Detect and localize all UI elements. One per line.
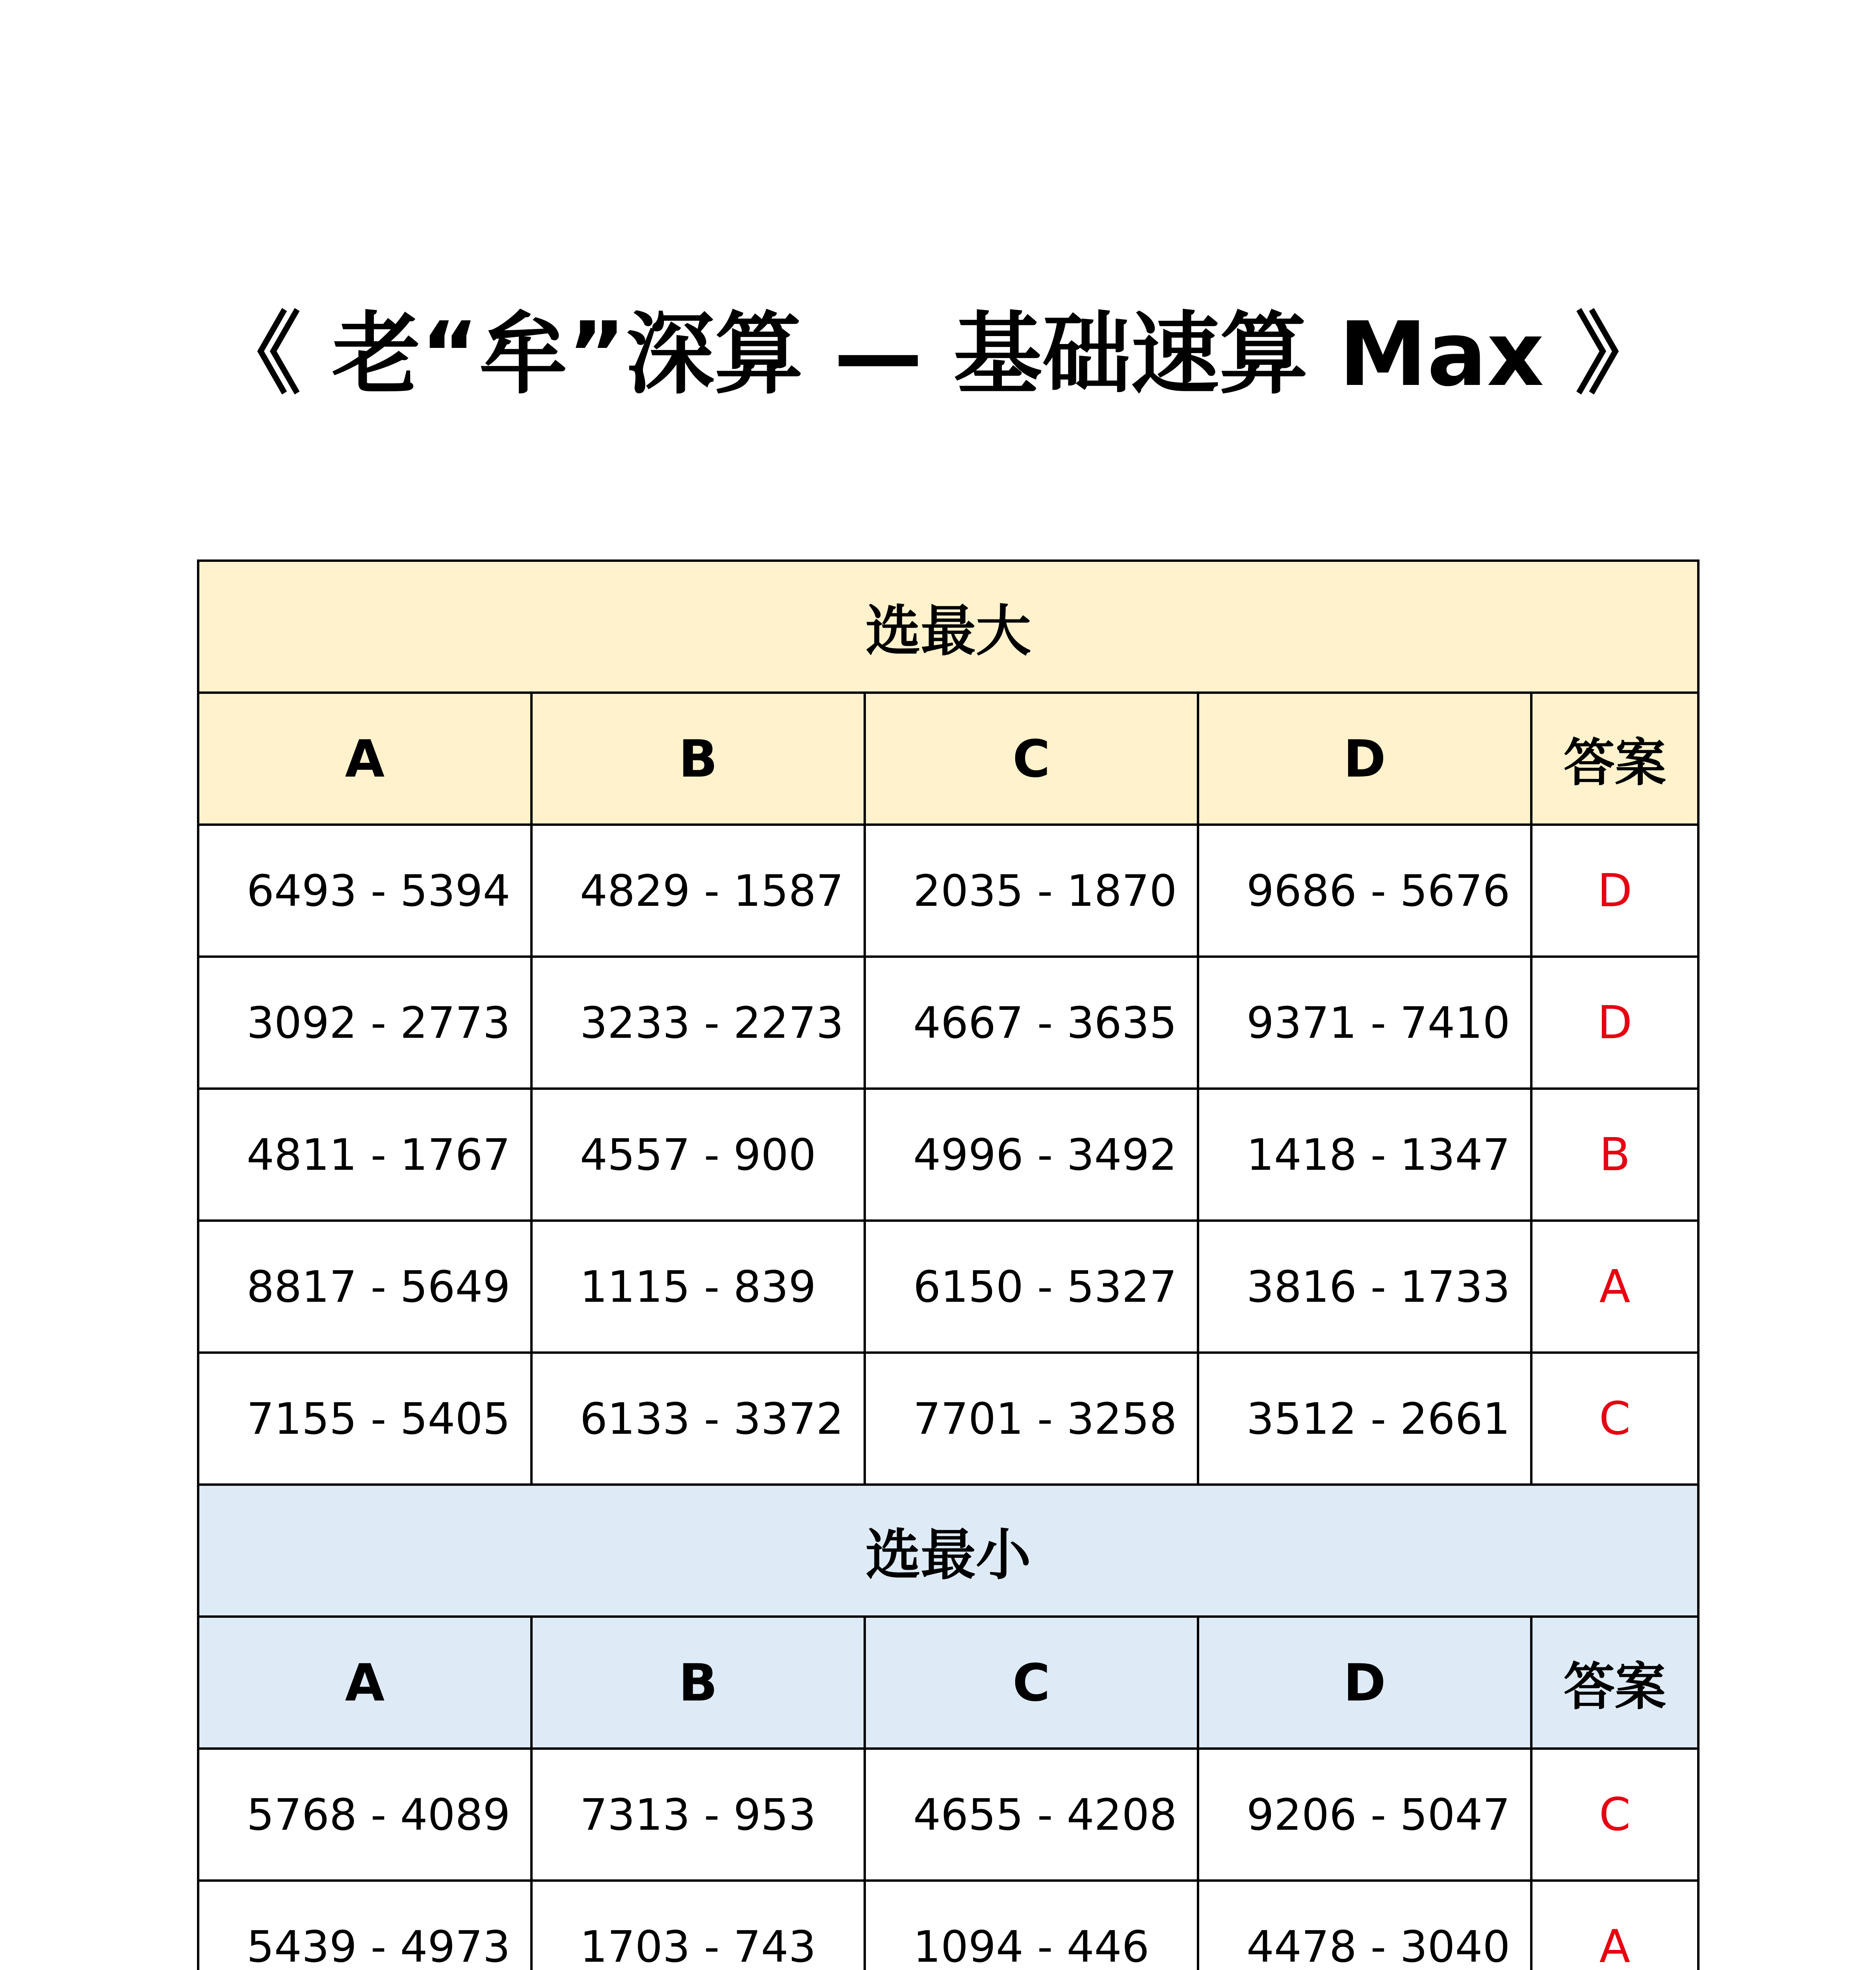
column-header-row: [198, 1617, 1698, 1749]
option-a-cell: 7155 - 5405: [198, 1353, 531, 1485]
column-header-row: [198, 693, 1698, 825]
column-header-c: C: [865, 693, 1198, 825]
option-c-cell: 4655 - 4208: [865, 1749, 1198, 1881]
column-header-a: A: [198, 1617, 531, 1749]
page-title: 《 老“牟”深算 — 基础速算 Max 》: [212, 303, 1664, 406]
option-d-cell: 9371 - 7410: [1198, 957, 1531, 1089]
option-b-cell: 4829 - 1587: [531, 825, 865, 957]
option-a-cell: 5768 - 4089: [198, 1749, 531, 1881]
answer-cell: A: [1531, 1221, 1698, 1353]
column-header-a: A: [198, 693, 531, 825]
option-c-cell: 4667 - 3635: [865, 957, 1198, 1089]
column-header-answer: 答案: [1531, 693, 1698, 825]
option-b-cell: 6133 - 3372: [531, 1353, 865, 1485]
option-c-cell: 2035 - 1870: [865, 825, 1198, 957]
table-row: [198, 1221, 1698, 1353]
answer-cell: B: [1531, 1089, 1698, 1221]
option-d-cell: 3816 - 1733: [1198, 1221, 1531, 1353]
column-header-c: C: [865, 1617, 1198, 1749]
option-a-cell: 3092 - 2773: [198, 957, 531, 1089]
option-a-cell: 6493 - 5394: [198, 825, 531, 957]
section-title-max: 选最大: [198, 561, 1698, 693]
answer-cell: A: [1531, 1881, 1698, 1970]
column-header-d: D: [1198, 693, 1531, 825]
column-header-b: B: [531, 693, 865, 825]
column-header-answer: 答案: [1531, 1617, 1698, 1749]
option-b-cell: 1703 - 743: [531, 1881, 865, 1970]
option-b-cell: 7313 - 953: [531, 1749, 865, 1881]
column-header-d: D: [1198, 1617, 1531, 1749]
table-row: [198, 1749, 1698, 1881]
option-a-cell: 8817 - 5649: [198, 1221, 531, 1353]
option-c-cell: 7701 - 3258: [865, 1353, 1198, 1485]
section-title-row: [198, 1485, 1698, 1617]
option-b-cell: 1115 - 839: [531, 1221, 865, 1353]
option-c-cell: 4996 - 3492: [865, 1089, 1198, 1221]
column-header-b: B: [531, 1617, 865, 1749]
section-title-row: [198, 561, 1698, 693]
table-row: [198, 1353, 1698, 1485]
answer-cell: C: [1531, 1353, 1698, 1485]
option-b-cell: 3233 - 2273: [531, 957, 865, 1089]
option-d-cell: 9686 - 5676: [1198, 825, 1531, 957]
option-a-cell: 4811 - 1767: [198, 1089, 531, 1221]
table-row: [198, 825, 1698, 957]
option-c-cell: 6150 - 5327: [865, 1221, 1198, 1353]
option-d-cell: 1418 - 1347: [1198, 1089, 1531, 1221]
worksheet-table: [197, 559, 1700, 1970]
answer-cell: C: [1531, 1749, 1698, 1881]
option-d-cell: 4478 - 3040: [1198, 1881, 1531, 1970]
option-b-cell: 4557 - 900: [531, 1089, 865, 1221]
table-row: [198, 1089, 1698, 1221]
option-d-cell: 9206 - 5047: [1198, 1749, 1531, 1881]
table-row: [198, 957, 1698, 1089]
option-a-cell: 5439 - 4973: [198, 1881, 531, 1970]
table-row: [198, 1881, 1698, 1970]
option-c-cell: 1094 - 446: [865, 1881, 1198, 1970]
option-d-cell: 3512 - 2661: [1198, 1353, 1531, 1485]
answer-cell: D: [1531, 825, 1698, 957]
section-title-min: 选最小: [198, 1485, 1698, 1617]
answer-cell: D: [1531, 957, 1698, 1089]
